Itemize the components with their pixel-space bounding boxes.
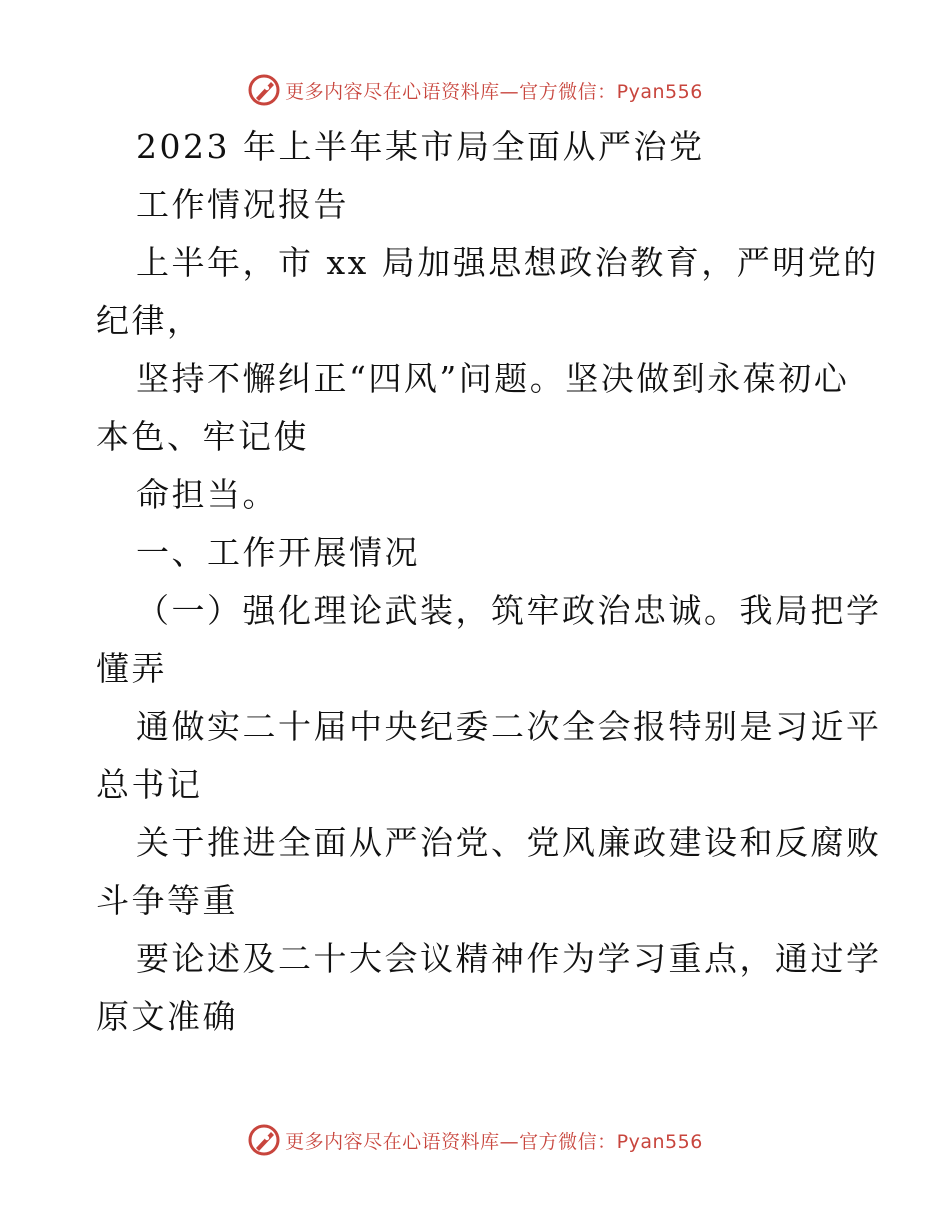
text-line: 工作情况报告 [136, 185, 349, 224]
text-line: 2023 年上半年某市局全面从严治党 [136, 127, 705, 166]
text-line: 通做实二十届中央纪委二次全会报特别是习近平 [136, 707, 882, 746]
text-line: 命担当。 [136, 475, 278, 514]
pen-nib-circle-icon [247, 1123, 281, 1157]
text-line: 坚持不懈纠正“四风”问题。坚决做到永葆初心 [136, 359, 850, 398]
text-line: 总书记 [96, 765, 203, 804]
watermark-text: 更多内容尽在心语资料库—官方微信：Pyan556 [285, 80, 703, 103]
watermark-text: 更多内容尽在心语资料库—官方微信：Pyan556 [285, 1130, 703, 1153]
pen-nib-circle-icon [247, 73, 281, 107]
text-line: 关于推进全面从严治党、党风廉政建设和反腐败 [136, 823, 882, 862]
text-line: （一）强化理论武装，筑牢政治忠诚。我局把学 [136, 591, 882, 630]
text-line: 一、工作开展情况 [136, 533, 420, 572]
document-body [96, 118, 882, 1046]
text-line: 懂弄 [96, 649, 167, 688]
text-line: 纪律， [96, 301, 203, 340]
text-line: 上半年，市 xx 局加强思想政治教育，严明党的 [136, 243, 879, 282]
text-line: 原文准确 [96, 997, 238, 1036]
header-watermark [0, 70, 950, 110]
text-line: 斗争等重 [96, 881, 238, 920]
text-line: 要论述及二十大会议精神作为学习重点，通过学 [136, 939, 882, 978]
text-line: 本色、牢记使 [96, 417, 309, 456]
footer-watermark [0, 1120, 950, 1160]
